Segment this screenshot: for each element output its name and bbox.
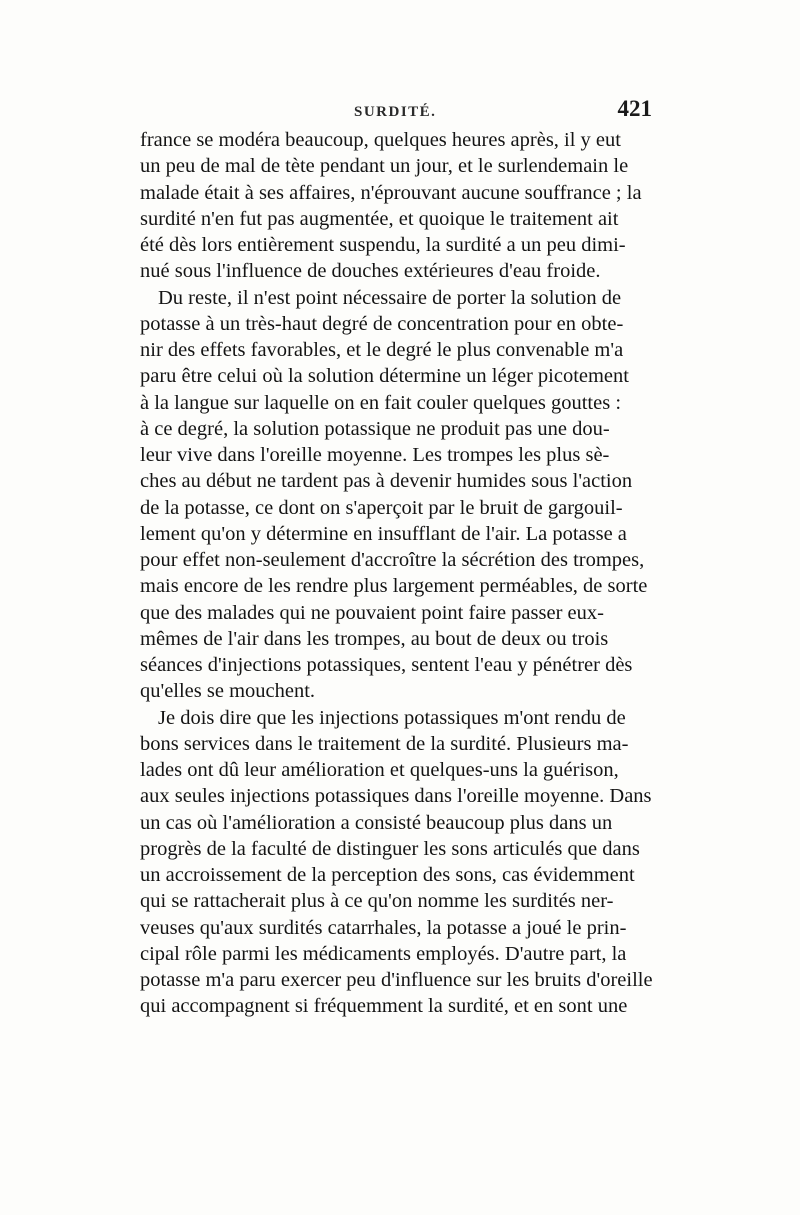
text-line: ches au début ne tardent pas à devenir humides sous l'action [140, 470, 633, 493]
text-line: nir des effets favorables, et le degré le plus convenable m'a [140, 339, 624, 361]
text-line: pour effet non-seulement d'accroître la sécrétion des trompes, [140, 549, 645, 571]
running-header [140, 96, 652, 126]
text-line: qu'elles se mouchent. [140, 680, 316, 703]
text-line: à ce degré, la solution potassique ne produit pas une dou- [140, 417, 610, 440]
text-line: nué sous l'influence de douches extérieures d'eau froide. [140, 260, 601, 283]
text-line: mais encore de les rendre plus largement perméables, de sorte [140, 575, 648, 598]
text-line: qui se rattacherait plus à ce qu'on nomme les surdités ner- [140, 890, 614, 913]
paragraph-start-line: Du reste, il n'est point nécessaire de porter la solution de [158, 286, 622, 309]
text-line: que des malades qui ne pouvaient point faire passer eux- [140, 601, 604, 624]
body-text [140, 127, 668, 1020]
running-title: SURDITÉ. [354, 104, 437, 120]
text-line: malade était à ses affaires, n'éprouvant aucune souffrance ; la [140, 181, 642, 204]
text-line: de la potasse, ce dont on s'aperçoit par le bruit de gargouil- [140, 496, 623, 519]
text-line: à la langue sur laquelle on en fait couler quelques gouttes : [140, 391, 622, 414]
text-line: mêmes de l'air dans les trompes, au bout de deux ou trois [140, 627, 609, 650]
text-line: un peu de mal de tète pendant un jour, et le surlendemain le [140, 155, 629, 178]
text-line: aux seules injections potassiques dans l'oreille moyenne. Dans [140, 785, 652, 808]
paragraph-start-line: Je dois dire que les injections potassiques m'ont rendu de [158, 706, 626, 729]
text-line: lades ont dû leur amélioration et quelques-uns la guérison, [140, 759, 619, 781]
page-number: 421 [617, 96, 652, 121]
text-line: france se modéra beaucoup, quelques heures après, il y eut [140, 129, 621, 151]
text-line: potasse à un très-haut degré de concentration pour en obte- [140, 312, 624, 335]
text-line: séances d'injections potassiques, sentent l'eau y pénétrer dès [140, 654, 633, 676]
text-line: un accroissement de la perception des sons, cas évidemment [140, 864, 635, 886]
text-line: bons services dans le traitement de la surdité. Plusieurs ma- [140, 732, 629, 755]
text-line: qui accompagnent si fréquemment la surdité, et en sont une [140, 995, 628, 1018]
text-line: potasse m'a paru exercer peu d'influence sur les bruits d'oreille [140, 969, 653, 991]
text-line: lement qu'on y détermine en insufflant de l'air. La potasse a [140, 522, 627, 545]
text-line: surdité n'en fut pas augmentée, et quoique le traitement ait [140, 207, 619, 230]
text-line: leur vive dans l'oreille moyenne. Les trompes les plus sè- [140, 444, 610, 466]
text-line: cipal rôle parmi les médicaments employés. D'autre part, la [140, 942, 627, 965]
text-line: progrès de la faculté de distinguer les sons articulés que dans [140, 837, 640, 860]
text-line: un cas où l'amélioration a consisté beaucoup plus dans un [140, 811, 613, 834]
text-line: veuses qu'aux surdités catarrhales, la potasse a joué le prin- [140, 916, 627, 939]
text-line: été dès lors entièrement suspendu, la surdité a un peu dimi- [140, 234, 626, 256]
text-line: paru être celui où la solution détermine un léger picotement [140, 365, 629, 388]
